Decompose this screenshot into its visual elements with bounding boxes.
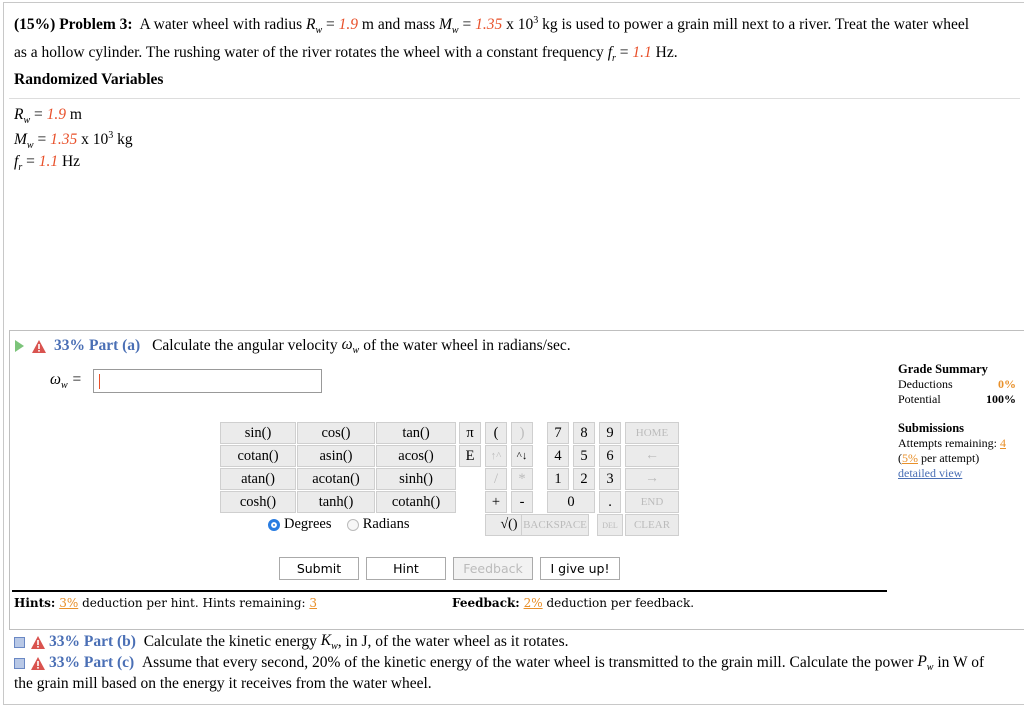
warning-icon (31, 657, 45, 670)
home-key[interactable]: HOME (625, 422, 679, 444)
give-up-button[interactable]: I give up! (540, 557, 620, 580)
collapsed-part-icon (14, 637, 25, 648)
function-key[interactable]: acos() (376, 445, 456, 467)
hints-remaining[interactable]: 3 (309, 596, 318, 610)
warning-icon (32, 340, 46, 353)
clear-key[interactable]: CLEAR (625, 514, 679, 536)
digit-key[interactable]: 4 (547, 445, 569, 467)
hints-info: Hints: 3% deduction per hint. Hints remaining: 3 (14, 596, 318, 610)
divide-key[interactable]: / (485, 468, 507, 490)
rparen-key[interactable]: ) (511, 422, 533, 444)
digit-key[interactable]: 9 (599, 422, 621, 444)
feedback-info: Feedback: 2% deduction per feedback. (452, 596, 695, 610)
warning-icon (31, 636, 45, 649)
right-arrow-key[interactable]: → (625, 468, 679, 490)
del-key[interactable]: DEL (597, 514, 623, 536)
part-c-header[interactable]: 33% Part (c) Assume that every second, 20% of the kinetic energy of the water wheel is transmitted to the grain mill. Calculate the power $P_w$ in W of (14, 653, 984, 673)
digit-key[interactable]: 6 (599, 445, 621, 467)
text-caret (99, 374, 100, 389)
down-key[interactable]: ^↓ (511, 445, 533, 467)
feedback-button[interactable]: Feedback (453, 557, 533, 580)
multiply-key[interactable]: * (511, 468, 533, 490)
function-key[interactable]: sin() (220, 422, 296, 444)
pi-key[interactable]: π (459, 422, 481, 444)
rv-radius: $R_w = 1.9$ m (14, 106, 82, 127)
function-key[interactable]: acotan() (297, 468, 375, 490)
digit-key[interactable]: 8 (573, 422, 595, 444)
function-key[interactable]: atan() (220, 468, 296, 490)
grade-summary-title: Grade Summary (898, 362, 988, 376)
sqrt-key[interactable]: √() (485, 514, 533, 536)
randomized-variables-box (9, 98, 1020, 330)
problem-statement: (15%) Problem 3: A water wheel with radius $R_w = 1.9$ m and mass $M_w = 1.35$ x $10^3$ kg is used to power a grain mill next to a river. Treat the water wheel as a hollow cylinder. The rushing water of the river rotates the wheel with a constant frequency $f_r = 1.1$ Hz. (14, 15, 970, 65)
digit-key[interactable]: 1 (547, 468, 569, 490)
submit-button[interactable]: Submit (279, 557, 359, 580)
function-key[interactable]: cotanh() (376, 491, 456, 513)
randomized-variables-title: Randomized Variables (14, 71, 164, 88)
minus-key[interactable]: - (511, 491, 533, 513)
digit-key[interactable]: 2 (573, 468, 595, 490)
radians-radio[interactable] (347, 519, 359, 531)
hints-feedback-bar (12, 590, 887, 620)
expand-play-icon[interactable] (15, 340, 24, 352)
radians-label: Radians (362, 516, 410, 532)
function-key[interactable]: asin() (297, 445, 375, 467)
end-key[interactable]: END (625, 491, 679, 513)
lparen-key[interactable]: ( (485, 422, 507, 444)
function-key[interactable]: cotan() (220, 445, 296, 467)
function-key[interactable]: tan() (376, 422, 456, 444)
left-arrow-key[interactable]: ← (625, 445, 679, 467)
part-c-continued: the grain mill based on the energy it receives from the water wheel. (14, 675, 432, 692)
function-key[interactable]: cosh() (220, 491, 296, 513)
rv-frequency: $f_r = 1.1$ Hz (14, 153, 81, 174)
plus-key[interactable]: + (485, 491, 507, 513)
detailed-view-link[interactable]: detailed view (898, 466, 963, 480)
part-b-header[interactable]: 33% Part (b) Calculate the kinetic energy $K_w$ , in J, of the water wheel as it rotates. (14, 632, 568, 652)
function-key[interactable]: cos() (297, 422, 375, 444)
answer-input[interactable] (93, 369, 322, 393)
hint-button[interactable]: Hint (366, 557, 446, 580)
e-key[interactable]: E (459, 445, 481, 467)
digit-key[interactable]: 7 (547, 422, 569, 444)
collapsed-part-icon (14, 658, 25, 669)
angle-mode (268, 516, 409, 533)
grade-summary: Grade Summary Deductions 0% Potential 100% Submissions Attempts remaining: 4 (5% per attempt) detailed view (898, 362, 1016, 480)
function-key[interactable]: tanh() (297, 491, 375, 513)
answer-label: $\omega_w$ = (50, 371, 82, 392)
attempts-remaining[interactable]: 4 (999, 436, 1006, 450)
digit-key[interactable]: 5 (573, 445, 595, 467)
digit-key[interactable]: 0 (547, 491, 595, 513)
degrees-radio[interactable] (268, 519, 280, 531)
digit-key[interactable]: . (599, 491, 621, 513)
part-a-header: 33% Part (a) Calculate the angular velocity $\omega_w$ of the water wheel in radians/sec. (15, 336, 571, 356)
digit-key[interactable]: 3 (599, 468, 621, 490)
function-key[interactable]: sinh() (376, 468, 456, 490)
rv-mass: $M_w = 1.35$ x $10^3$ kg (14, 130, 133, 152)
up-key[interactable]: ↑^ (485, 445, 507, 467)
degrees-label: Degrees (284, 516, 332, 532)
backspace-key[interactable]: BACKSPACE (521, 514, 589, 536)
